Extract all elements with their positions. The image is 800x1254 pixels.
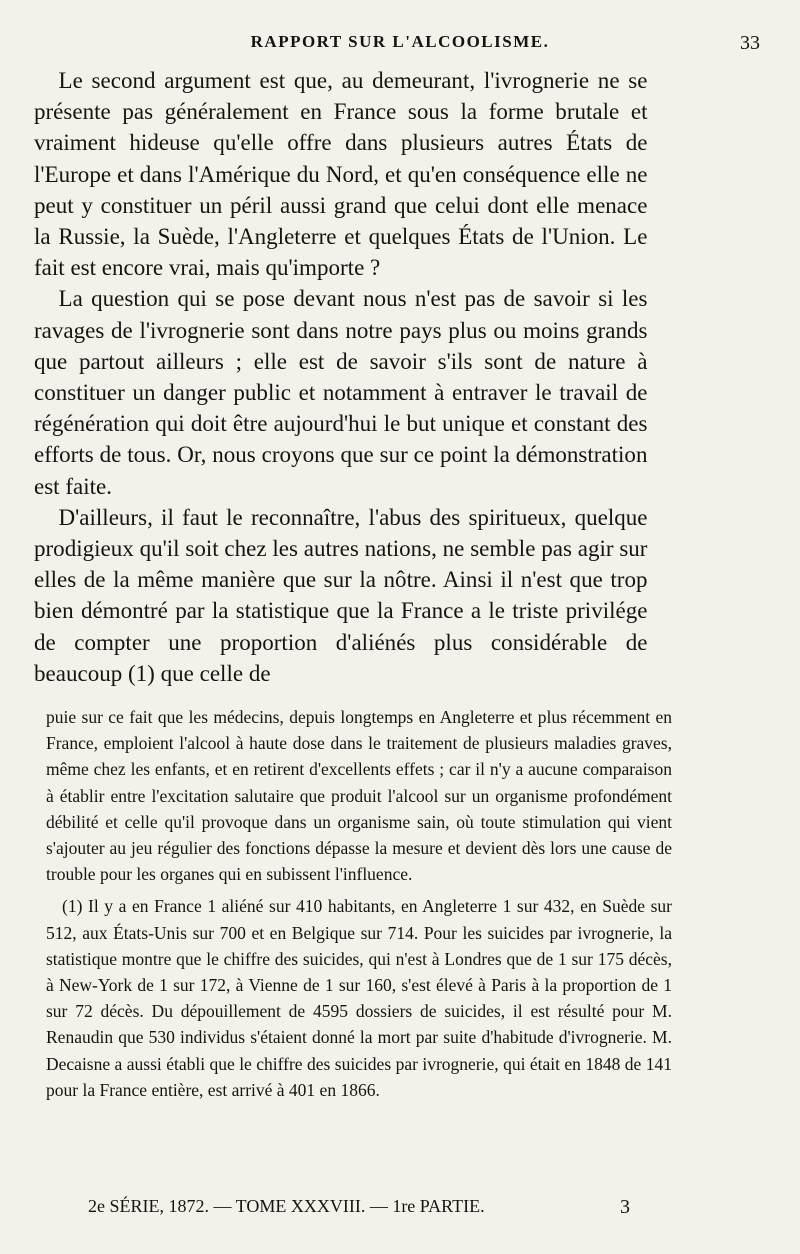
printer-signature (88, 1196, 630, 1222)
footnote-continued: puie sur ce fait que les médecins, depuis longtemps en Angleterre et plus récemment en France, emploient l'alcool à haute dose dans le traitement de plusieurs maladies graves, même chez les enfants, et en retirent d'excellents effets ; car il n'y a aucune comparaison à établir entre l'excitation salutaire que produit l'alcool sur un organisme profondément débilité et celle qu'il provoque dans un organisme sain, où toute stimulation qui vient s'ajouter au jeu régulier des fonctions dépasse la mesure et devient dès lors une cause de trouble pour les organes qui en subissent l'influence. (46, 707, 672, 885)
page-header (40, 32, 760, 60)
footnote-1: (1) Il y a en France 1 aliéné sur 410 habitants, en Angleterre 1 sur 432, en Suède sur 512, aux États-Unis sur 700 et en Belgique sur 714. Pour les suicides par ivrognerie, la statistique montre que le chiffre des suicides, qui n'est à Londres que de 1 sur 175 décès, à New-York de 1 sur 172, à Vienne de 1 sur 160, s'est élevé à Paris à la proportion de 1 sur 72 décès. Du dépouillement de 4595 dossiers de suicides, il est résulté pour M. Renaudin que 530 individus s'étaient donné la mort par suite d'habitude d'ivrognerie. M. Decaisne a aussi établi que le chiffre des suicides par ivrognerie, qui était en 1848 de 141 pour la France entière, est arrivé à 401 en 1866. (46, 896, 672, 1100)
page-number: 33 (740, 32, 760, 54)
paragraph-3: D'ailleurs, il faut le reconnaître, l'abus des spiritueux, quelque prodigieux qu'il soit chez les autres nations, ne semble pas agir sur elles de la même manière que sur la nôtre. Ainsi il n'est que trop bien démontré par la statistique que la France a le triste privilége de compter une proportion d'aliénés plus considérable de beaucoup (1) que celle de (34, 504, 648, 687)
footnotes (46, 704, 672, 1103)
running-title: RAPPORT SUR L'ALCOOLISME. (250, 32, 550, 51)
signature-number: 3 (620, 1196, 630, 1218)
signature-text: 2e SÉRIE, 1872. — TOME XXXVIII. — 1re PARTIE. (88, 1196, 485, 1216)
paragraph-1: Le second argument est que, au demeurant, l'ivrognerie ne se présente pas généralement en France sous la forme brutale et vraiment hideuse qu'elle offre dans plusieurs autres États de l'Europe et dans l'Amérique du Nord, et qu'en conséquence elle ne peut y constituer un péril aussi grand que celui dont elle menace la Russie, la Suède, l'Angleterre et quelques États de l'Union. Le fait est encore vrai, mais qu'importe ? (34, 68, 648, 282)
paragraph-2: La question qui se pose devant nous n'est pas de savoir si les ravages de l'ivrognerie sont dans notre pays plus ou moins grands que partout ailleurs ; elle est de savoir s'ils sont de nature à constituer un danger public et notamment à entraver le travail de régénération qui doit être aujourd'hui le but unique et constant des efforts de tous. Or, nous croyons que sur ce point la démonstration est faite. (34, 286, 648, 500)
main-text (34, 66, 647, 690)
